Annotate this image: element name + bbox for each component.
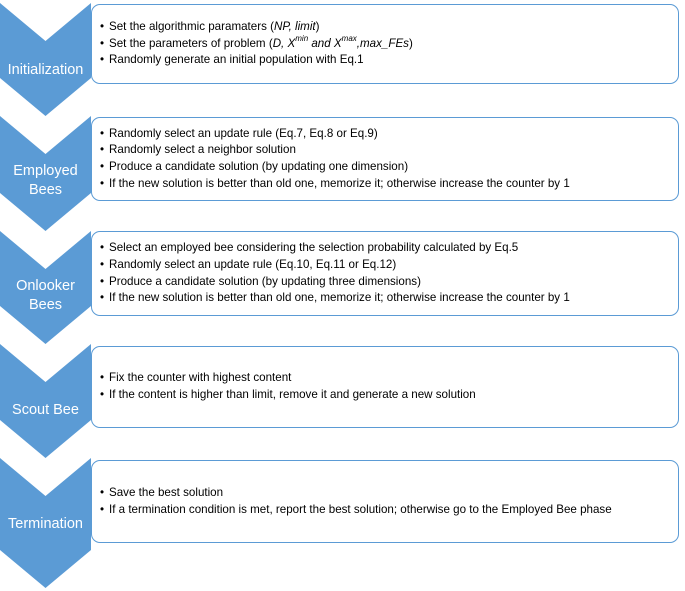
step-item [101,387,670,404]
superscript-text: min [295,33,309,43]
termination-steps-list [101,485,670,518]
step-text: If a termination condition is met, report the best solution; otherwise go to the Employed Bee phase [109,502,612,516]
step-text: Set the algorithmic paramaters ( [109,19,274,33]
step-item [101,370,670,387]
initialization-steps-box [91,4,679,84]
step-item [101,52,670,69]
step-item [101,176,670,193]
step-text: Produce a candidate solution (by updating one dimension) [109,160,409,173]
step-text: Produce a candidate solution (by updating three dimensions) [109,274,421,288]
step-item [101,33,670,53]
step-text: Randomly select an update rule (Eq.7, Eq.8 or Eq.9) [109,126,378,140]
employed-bees-steps-box [91,117,679,201]
step-item [101,257,670,274]
step-text: ,max_FEs [356,36,409,50]
step-item [101,19,670,36]
termination-steps-box [91,460,679,543]
step-text: Randomly select an update rule (Eq.10, Eq.11 or Eq.12) [109,257,397,271]
initialization-steps-list [101,19,670,69]
step-item [101,126,670,143]
step-text: Save the best solution [109,485,224,499]
step-item [101,485,670,502]
step-item [101,240,670,257]
employed-bees-phase-label: Employed Bees [13,163,78,198]
step-item [101,159,670,176]
step-text: If the new solution is better than old one, memorize it; otherwise increase the counter by 1 [109,291,570,305]
scout-bee-steps-list [101,370,670,403]
step-text: If the content is higher than limit, remove it and generate a new solution [109,388,476,401]
scout-bee-steps-box [91,346,679,428]
onlooker-bees-steps-box [91,231,679,316]
onlooker-bees-phase-label: Onlooker Bees [16,278,75,313]
step-item [101,142,670,159]
scout-bee-phase-label: Scout Bee [12,401,79,418]
step-item [101,502,670,519]
step-item [101,274,670,291]
step-text: D, X [272,36,296,50]
step-item [101,290,670,307]
superscript-text: max [341,33,357,43]
step-text: Set the parameters of problem ( [109,36,273,50]
step-text: Select an employed bee considering the selection probability calculated by Eq.5 [109,241,519,255]
step-text: ) [408,36,413,50]
employed-bees-steps-list [101,126,670,193]
step-text: NP, limit [273,19,316,33]
step-text: Randomly generate an initial population with Eq.1 [109,53,364,67]
step-text: and X [308,36,342,50]
onlooker-bees-steps-list [101,240,670,307]
step-text: If the new solution is better than old one, memorize it; otherwise increase the counter by 1 [109,176,570,190]
step-text: ) [315,19,320,33]
step-text: Randomly select a neighbor solution [109,143,296,157]
termination-phase-label: Termination [8,515,83,532]
initialization-phase-label: Initialization [7,61,84,78]
step-text: Fix the counter with highest content [109,371,292,385]
